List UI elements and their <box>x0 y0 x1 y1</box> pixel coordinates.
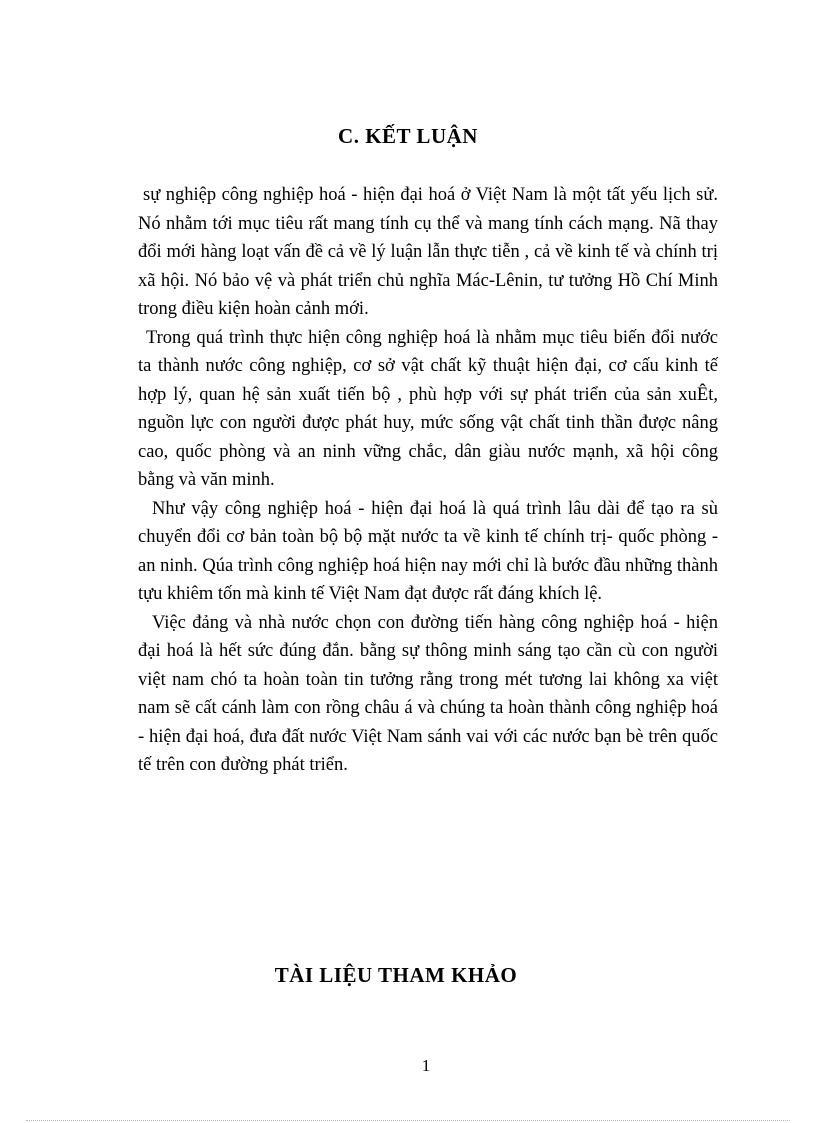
conclusion-heading: C. KẾT LUẬN <box>338 124 478 148</box>
paragraph-3: Như vậy công nghiệp hoá - hiện đại hoá là quá trình lâu dài để tạo ra sù chuyển đổi cơ bản toàn bộ bộ mặt nước ta về kinh tế chính trị- quốc phòng - an ninh. Qúa trình công nghiệp hoá hiện nay mới chỉ là bước đầu những thành tựu khiêm tốn mà kinh tế Việt Nam đạt được rất đáng khích lệ. <box>138 498 718 604</box>
conclusion-body <box>138 181 718 780</box>
page-number: 1 <box>421 1056 431 1075</box>
paragraph-1: sự nghiệp công nghiệp hoá - hiện đại hoá ở Việt Nam là một tất yếu lịch sử. Nó nhằm tới mục tiêu rất mang tính cụ thể và mang tính cách mạng. Nã thay đổi mới hàng loạt vấn đề cả về lý luận lẫn thực tiễn , cả về kinh tế và chính trị xã hội. Nó bảo vệ và phát triển chủ nghĩa Mác-Lênin, tư tưởng Hồ Chí Minh trong điều kiện hoàn cảnh mới. <box>138 185 718 319</box>
references-heading: TÀI LIỆU THAM KHẢO <box>274 963 518 987</box>
paragraph-2: Trong quá trình thực hiện công nghiệp hoá là nhằm mục tiêu biến đổi nước ta thành nước công nghiệp, cơ sở vật chất kỹ thuật hiện đại, cơ cấu kinh tế hợp lý, quan hệ sản xuất tiến bộ , phù hợp với sự phát triển của sản xuÊt, nguồn lực con người được phát huy, mức sống vật chất tinh thần được nâng cao, quốc phòng và an ninh vững chắc, dân giàu nước mạnh, xã hội công bằng và văn minh. <box>138 327 718 490</box>
page-bottom-divider <box>26 1120 790 1121</box>
paragraph-4: Việc đảng và nhà nước chọn con đường tiến hàng công nghiệp hoá - hiện đại hoá là hết sức đúng đắn. bằng sự thông minh sáng tạo cần cù con người việt nam chó ta hoàn toàn tin tưởng rằng trong mét tương lai không xa việt nam sẽ cất cánh làm con rồng châu á và chúng ta hoàn thành công nghiệp hoá - hiện đại hoá, đưa đất nước Việt Nam sánh vai với các nước bạn bè trên quốc tế trên con đường phát triển. <box>138 612 718 775</box>
